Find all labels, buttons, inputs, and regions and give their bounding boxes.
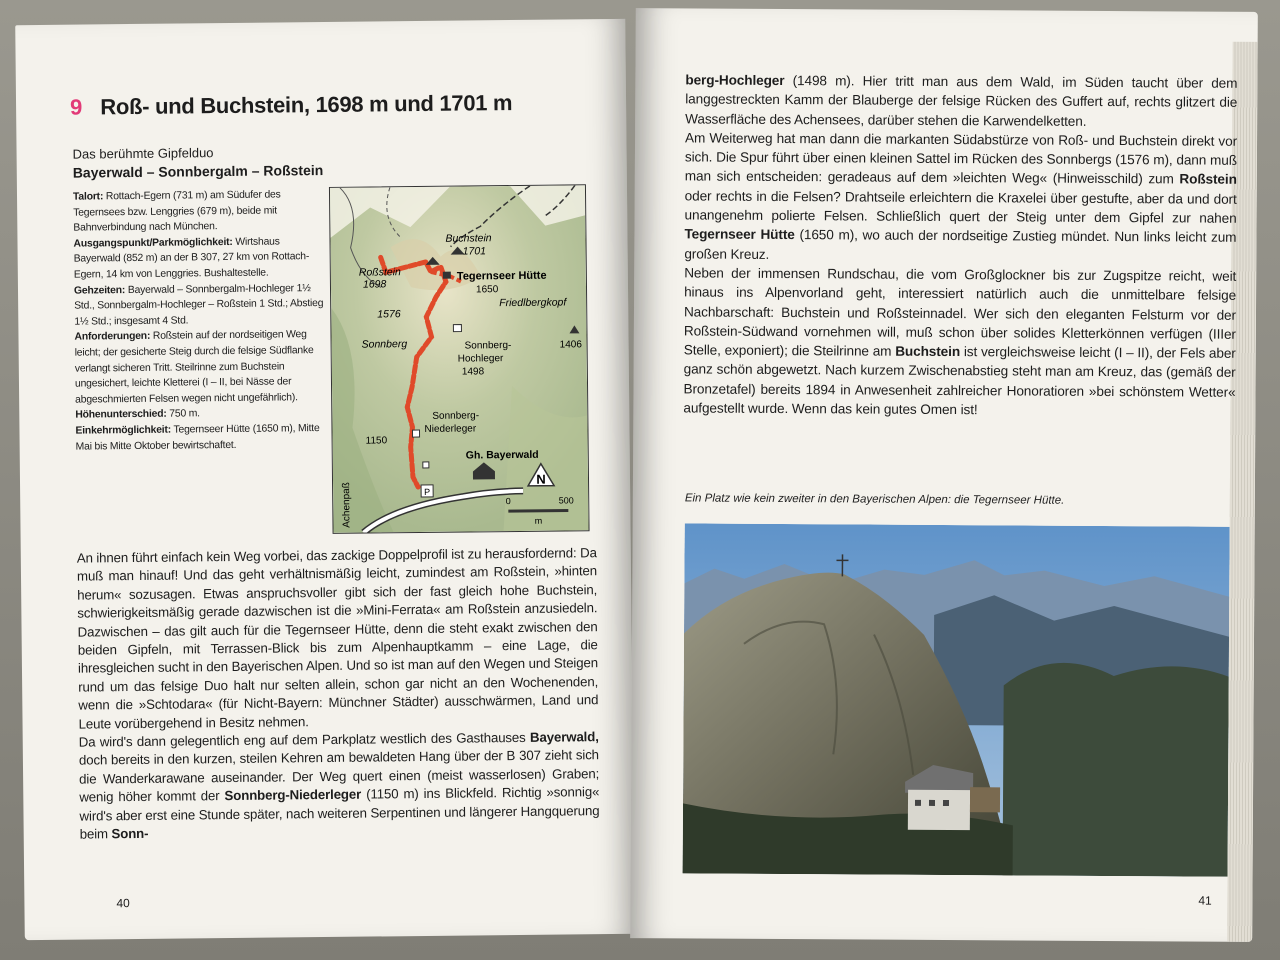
page-number-left: 40 xyxy=(116,896,130,911)
north-arrow-label: N xyxy=(536,471,546,487)
map-label-buchstein: Buchstein xyxy=(445,232,492,245)
tour-info-box xyxy=(73,187,326,455)
route-text xyxy=(683,70,1237,421)
page-number-right: 41 xyxy=(1198,893,1212,908)
right-page xyxy=(630,8,1258,942)
map-label-buchstein-alt: 1701 xyxy=(462,245,487,258)
map-label-1150: 1150 xyxy=(365,435,388,447)
map-label-hochleger-1: Sonnberg- xyxy=(464,340,512,352)
photo-caption: Ein Platz wie kein zweiter in den Bayerischen Alpen: die Tegernseer Hütte. xyxy=(684,492,1065,507)
info-ausgangspunkt: Ausgangspunkt/Parkmöglichkeit: Wirtshaus Bayerwald (852 m) an der B 307, 27 km von Rottach-Egern, 14 km von Lenggries. Bushaltestelle. xyxy=(73,236,310,281)
map-label-hochleger-alt: 1498 xyxy=(461,366,485,378)
info-hoehenunterschied: Höhenunterschied: 750 m. xyxy=(75,408,200,421)
map-label-rossstein-alt: 1698 xyxy=(362,278,387,291)
intro-paragraph-2: Da wird's dann gelegentlich eng auf dem Parkplatz westlich des Gasthauses Bayerwald, doch bereits in den kurzen, steilen Kehren am bewaldeten Hang über der B 307 zieht sich die Wanderkarawane auseinander. Der Weg quert einen (meist wasserlosen) Graben; wenig höher kommt der Sonnberg-Niederleger (1150 m) ins Blickfeld. Richtig »sonnig« wird's aber erst eine Stunde später, nach weiteren Serpentinen und längerer Hangquerung beim Sonn- xyxy=(78,729,600,842)
info-talort: Talort: Rottach-Egern (731 m) am Südufer des Tegernsees bzw. Lenggries (679 m), beide mit Bahnverbindung nach München. xyxy=(72,189,281,234)
info-gehzeiten: Gehzeiten: Bayerwald – Sonnbergalm-Hochleger 1½ Std., Sonnbergalm-Hochleger – Roßstein 1 Std.; Abstieg 1½ Std.; insgesamt 4 Std. xyxy=(73,282,324,328)
map-label-sonnberg: Sonnberg xyxy=(361,338,408,351)
route-paragraph-1: berg-Hochleger (1498 m). Hier tritt man aus dem Wald, im Süden taucht über dem langgestreckten Kamm der Blauberge der felsige Rücken des Guffert auf, rechts glitzert die Wasserfläche des Achensees, darüber stehen die Karwendelketten. xyxy=(685,72,1238,129)
map-label-hochleger-2: Hochleger xyxy=(457,353,504,365)
chapter-title: Roß- und Buchstein, 1698 m und 1701 m xyxy=(100,90,513,120)
mountain-photo xyxy=(683,523,1230,876)
chapter-number: 9 xyxy=(69,94,83,120)
route-line: Bayerwald – Sonnbergalm – Roßstein xyxy=(72,162,324,181)
map-label-huette: Tegernseer Hütte xyxy=(456,269,547,283)
scale-500: 500 xyxy=(558,495,574,506)
info-anforderungen: Anforderungen: Roßstein auf der nordseitigen Weg leicht; der gesicherte Steig durch die felsige Südflanke verlangt sicheren Tritt. Steilrinne zum Buchstein ungesichert, leichte Kletterei (I – II, bei Nässe der abgeschmierten Felsen wegen nicht ungefährlich). xyxy=(74,329,314,406)
map-label-achenpass: Achenpaß xyxy=(341,482,353,528)
map-label-1406: 1406 xyxy=(559,339,582,351)
parking-label: P xyxy=(424,486,431,497)
scale-zero: 0 xyxy=(505,496,511,507)
map-label-bayerwald: Gh. Bayerwald xyxy=(465,448,539,462)
scale-unit: m xyxy=(534,515,543,526)
intro-paragraph-1: An ihnen führt einfach kein Weg vorbei, das zackige Doppelprofil ist zu herausfordernd: Da muß man hinauf! Und das geht verhältnismäßig leicht, zumindest am Roßstein, »hinten herum« sozusagen. Etwas anspruchsvoller gibt sich der fast gleich hohe Buchstein, schwierigkeitsmäßig gerade dazwischen ist die »Mini-Ferrata« am Roßstein anzusiedeln. Dazwischen – das gilt auch für die Tegernseer Hütte, denn die steht exakt zwischen den beiden Gipfeln, mit Terrassen-Blick bis zum Alpenhauptkamm – eine Lage, die ihresgleichen sucht in den Bayerischen Alpen. Und so ist man auf den Wegen und Steigen rund um das felsige Duo halt nur selten allein, schon gar nicht an den Wochenenden, wenn die »Schtodara« (für Nicht-Bayern: Münchner Städter) ausschwärmen, Land und Leute vorübergehend in Besitz nehmen. xyxy=(76,545,599,732)
intro-text xyxy=(77,544,600,844)
route-paragraph-2: Am Weiterweg hat man dann die markanten Südabstürze von Roß- und Buchstein direkt vor sich. Die Spur führt über einen kleinen Sattel im Rücken des Sonnbergs (1576 m), dann muß man sich entscheiden: geradeaus auf dem »leichten Weg« (Hinweisschild) zum Roßstein oder rechts in die Felsen? Drahtseile erleichtern die Kraxelei über gestufte, aber da und dort unangenehm polierte Felsen. Schließlich quert der Steig unter dem Gipfel zur nahen Tegernseer Hütte (1650 m), wo auch der nordseitige Zustieg mündet. Nun links leicht zum großen Kreuz. xyxy=(684,130,1238,262)
map-label-1576: 1576 xyxy=(377,308,401,321)
map-label-huette-alt: 1650 xyxy=(475,284,499,296)
route-paragraph-3: Neben der immensen Rundschau, die vom Großglockner bis zur Zugspitze reicht, weit hinaus ins Alpenvorland geht, interessiert natürlich auch die unmittelbare felsige Nachbarschaft: Buchstein und Roßsteinnadel. Wer sich den eleganten Felsturm vor der Roßstein-Südwand vornehmen will, muß schon über solides Kletterkönnen verfügen (IIIer Stelle, exponiert); die Steilrinne am Buchstein ist vergleichsweise leicht (I – II), der Fels aber ganz schön abgewetzt. Nach kurzem Zwischenabstieg steht man am Kreuz, das (gemäß der Bronzetafel) bereits 1894 in Anwesenheit zahlreicher Honoratioren »bei schönstem Wetter« aufgestellt wurde. Wenn das kein gutes Omen ist! xyxy=(683,265,1237,418)
left-page xyxy=(15,19,635,940)
map-label-rossstein: Roßstein xyxy=(358,266,401,279)
map-label-niederleger-2: Niederleger xyxy=(424,423,477,435)
info-einkehr: Einkehrmöglichkeit: Tegernseer Hütte (1650 m), Mitte Mai bis Mitte Oktober bewirtschaftet. xyxy=(75,422,320,453)
map-label-friedlbergkopf: Friedlbergkopf xyxy=(499,296,567,310)
subtitle: Das berühmte Gipfelduo xyxy=(72,145,214,162)
route-map xyxy=(329,184,590,534)
chapter-heading xyxy=(70,90,512,121)
map-label-niederleger-1: Sonnberg- xyxy=(432,410,480,422)
